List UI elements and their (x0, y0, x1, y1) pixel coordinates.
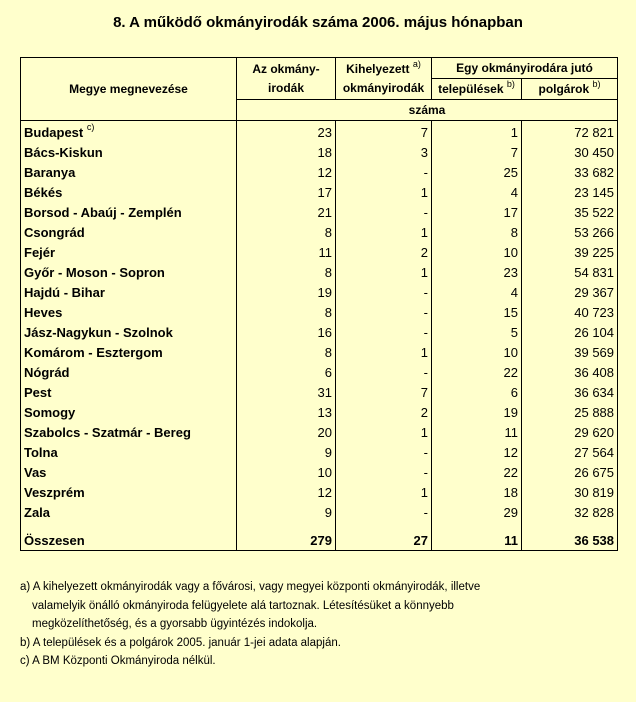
offices-count: 11 (237, 242, 336, 262)
settlements-per-office: 4 (432, 182, 522, 202)
statistics-table (20, 57, 618, 551)
footnote-marker-c: c) (86, 121, 95, 132)
table-row (21, 502, 618, 522)
settlements-per-office: 23 (432, 262, 522, 282)
spacer-cell (522, 522, 618, 530)
settlements-per-office: 7 (432, 142, 522, 162)
total-citizens: 36 538 (522, 530, 618, 551)
outposts-count: - (336, 502, 432, 522)
total-offices: 279 (237, 530, 336, 551)
footnotes (20, 578, 620, 671)
county-name: Békés (24, 184, 63, 200)
outposts-count: 1 (336, 222, 432, 242)
county-name: Hajdú - Bihar (24, 284, 105, 300)
county-name: Pest (24, 384, 52, 400)
citizens-per-office: 33 682 (522, 162, 618, 182)
citizens-per-office: 26 675 (522, 462, 618, 482)
outposts-count: - (336, 162, 432, 182)
outposts-count: 2 (336, 402, 432, 422)
offices-count: 9 (237, 502, 336, 522)
citizens-per-office: 54 831 (522, 262, 618, 282)
county-name: Szabolcs - Szatmár - Bereg (24, 424, 191, 440)
citizens-per-office: 29 620 (522, 422, 618, 442)
settlements-per-office: 19 (432, 402, 522, 422)
county-name-cell (21, 162, 237, 182)
column-header-settlements (432, 79, 522, 100)
column-header-count: száma (237, 100, 618, 121)
citizens-per-office: 30 450 (522, 142, 618, 162)
county-name-cell (21, 422, 237, 442)
settlements-per-office: 25 (432, 162, 522, 182)
offices-count: 6 (237, 362, 336, 382)
table-row (21, 222, 618, 242)
settlements-per-office: 11 (432, 422, 522, 442)
offices-count: 13 (237, 402, 336, 422)
table-row (21, 182, 618, 202)
footnote-marker-b: b) (506, 78, 515, 89)
footnote-a-line3: megközelíthetőség, és a gyorsabb ügyintézés indokolja. (32, 618, 318, 630)
table-row (21, 162, 618, 182)
column-header-offices (237, 58, 336, 100)
outposts-count: 1 (336, 342, 432, 362)
footnote-c: c) A BM Központi Okmányiroda nélkül. (20, 655, 216, 667)
settlements-per-office: 1 (432, 121, 522, 143)
outposts-count: - (336, 362, 432, 382)
county-name: Heves (24, 304, 63, 320)
table-row (21, 322, 618, 342)
county-name-cell (21, 462, 237, 482)
footnote-a-line2: valamelyik önálló okmányiroda felügyelete alá tartoznak. Létesítésüket a könnyebb (32, 599, 454, 612)
county-name-cell (21, 442, 237, 462)
settlements-per-office: 29 (432, 502, 522, 522)
citizens-per-office: 26 104 (522, 322, 618, 342)
page-title: 8. A működő okmányirodák száma 2006. május hónapban (113, 14, 523, 31)
county-name: Fejér (24, 244, 56, 260)
offices-count: 8 (237, 262, 336, 282)
settlements-per-office: 10 (432, 342, 522, 362)
table-row (21, 422, 618, 442)
column-header-outposts-line1: Kihelyezett (346, 61, 410, 76)
outposts-count: 1 (336, 482, 432, 502)
county-name: Veszprém (24, 484, 85, 500)
outposts-count: 7 (336, 121, 432, 143)
column-header-county: Megye megnevezése (21, 58, 237, 121)
county-name: Jász-Nagykun - Szolnok (24, 324, 173, 340)
outposts-count: 1 (336, 262, 432, 282)
spacer-cell (432, 522, 522, 530)
county-name: Budapest (24, 124, 84, 140)
settlements-per-office: 10 (432, 242, 522, 262)
table-row (21, 442, 618, 462)
county-name-cell (21, 242, 237, 262)
county-name-cell (21, 402, 237, 422)
county-name-cell (21, 362, 237, 382)
county-name: Győr - Moson - Sopron (24, 264, 165, 280)
spacer-cell (237, 522, 336, 530)
county-name-cell (21, 121, 237, 143)
offices-count: 12 (237, 162, 336, 182)
table-row (21, 362, 618, 382)
settlements-per-office: 18 (432, 482, 522, 502)
citizens-per-office: 27 564 (522, 442, 618, 462)
citizens-per-office: 25 888 (522, 402, 618, 422)
offices-count: 12 (237, 482, 336, 502)
citizens-per-office: 23 145 (522, 182, 618, 202)
county-name-cell (21, 302, 237, 322)
column-header-citizens (522, 79, 618, 100)
offices-count: 8 (237, 302, 336, 322)
footnote-marker-b: b) (592, 78, 601, 89)
table-row (21, 342, 618, 362)
outposts-count: - (336, 302, 432, 322)
county-name-cell (21, 502, 237, 522)
offices-count: 20 (237, 422, 336, 442)
settlements-per-office: 12 (432, 442, 522, 462)
table-row (21, 242, 618, 262)
citizens-per-office: 32 828 (522, 502, 618, 522)
table-row (21, 121, 618, 143)
county-name: Nógrád (24, 364, 70, 380)
table-row (21, 282, 618, 302)
footnote-a-line1: a) A kihelyezett okmányirodák vagy a fővárosi, vagy megyei központi okmányirodák, illetve (20, 581, 481, 593)
citizens-per-office: 35 522 (522, 202, 618, 222)
offices-count: 23 (237, 121, 336, 143)
column-header-outposts-line2: okmányirodák (342, 80, 425, 95)
county-name-cell (21, 282, 237, 302)
county-name: Borsod - Abaúj - Zemplén (24, 204, 182, 220)
offices-count: 9 (237, 442, 336, 462)
county-name: Csongrád (24, 224, 85, 240)
citizens-per-office: 36 634 (522, 382, 618, 402)
county-name: Tolna (24, 444, 58, 460)
county-name-cell (21, 142, 237, 162)
county-name: Zala (24, 504, 51, 520)
citizens-per-office: 30 819 (522, 482, 618, 502)
county-name: Bács-Kiskun (24, 144, 103, 160)
settlements-per-office: 8 (432, 222, 522, 242)
table-row (21, 302, 618, 322)
outposts-count: 3 (336, 142, 432, 162)
county-name-cell (21, 262, 237, 282)
outposts-count: - (336, 462, 432, 482)
offices-count: 18 (237, 142, 336, 162)
county-name-cell (21, 382, 237, 402)
settlements-per-office: 4 (432, 282, 522, 302)
county-name: Somogy (24, 404, 76, 420)
county-name-cell (21, 182, 237, 202)
outposts-count: - (336, 442, 432, 462)
offices-count: 17 (237, 182, 336, 202)
table-row (21, 262, 618, 282)
spacer-row (21, 522, 618, 530)
total-settlements: 11 (432, 530, 522, 551)
outposts-count: - (336, 202, 432, 222)
county-name-cell (21, 202, 237, 222)
offices-count: 21 (237, 202, 336, 222)
outposts-count: - (336, 282, 432, 302)
county-name: Komárom - Esztergom (24, 344, 163, 360)
citizens-per-office: 39 569 (522, 342, 618, 362)
table-row (21, 142, 618, 162)
column-header-outposts (336, 58, 432, 100)
table-row (21, 202, 618, 222)
column-header-per-office: Egy okmányirodára jutó (432, 58, 618, 79)
outposts-count: 2 (336, 242, 432, 262)
citizens-per-office: 53 266 (522, 222, 618, 242)
citizens-per-office: 40 723 (522, 302, 618, 322)
citizens-per-office: 29 367 (522, 282, 618, 302)
offices-count: 8 (237, 342, 336, 362)
table-row (21, 462, 618, 482)
settlements-per-office: 6 (432, 382, 522, 402)
table-row (21, 482, 618, 502)
offices-count: 16 (237, 322, 336, 342)
county-name-cell (21, 342, 237, 362)
outposts-count: 7 (336, 382, 432, 402)
offices-count: 19 (237, 282, 336, 302)
county-name: Baranya (24, 164, 76, 180)
table-body (21, 121, 618, 551)
spacer-cell (21, 522, 237, 530)
footnote-marker-a: a) (412, 58, 421, 69)
citizens-per-office: 72 821 (522, 121, 618, 143)
total-row (21, 530, 618, 551)
table-row (21, 382, 618, 402)
column-header-settlements-label: települések (438, 81, 504, 96)
offices-count: 8 (237, 222, 336, 242)
outposts-count: - (336, 322, 432, 342)
outposts-count: 1 (336, 422, 432, 442)
citizens-per-office: 39 225 (522, 242, 618, 262)
column-header-citizens-label: polgárok (538, 81, 590, 96)
county-name-cell (21, 222, 237, 242)
settlements-per-office: 15 (432, 302, 522, 322)
offices-count: 31 (237, 382, 336, 402)
county-name-cell (21, 322, 237, 342)
settlements-per-office: 5 (432, 322, 522, 342)
footnote-b: b) A települések és a polgárok 2005. január 1-jei adata alapján. (20, 636, 341, 649)
spacer-cell (336, 522, 432, 530)
total-label: Összesen (21, 530, 237, 551)
total-outposts: 27 (336, 530, 432, 551)
settlements-per-office: 17 (432, 202, 522, 222)
citizens-per-office: 36 408 (522, 362, 618, 382)
outposts-count: 1 (336, 182, 432, 202)
settlements-per-office: 22 (432, 362, 522, 382)
offices-count: 10 (237, 462, 336, 482)
settlements-per-office: 22 (432, 462, 522, 482)
county-name: Vas (24, 464, 47, 480)
column-header-offices-line2: irodák (267, 80, 304, 95)
county-name-cell (21, 482, 237, 502)
column-header-offices-line1: Az okmány- (252, 61, 320, 76)
table-row (21, 402, 618, 422)
